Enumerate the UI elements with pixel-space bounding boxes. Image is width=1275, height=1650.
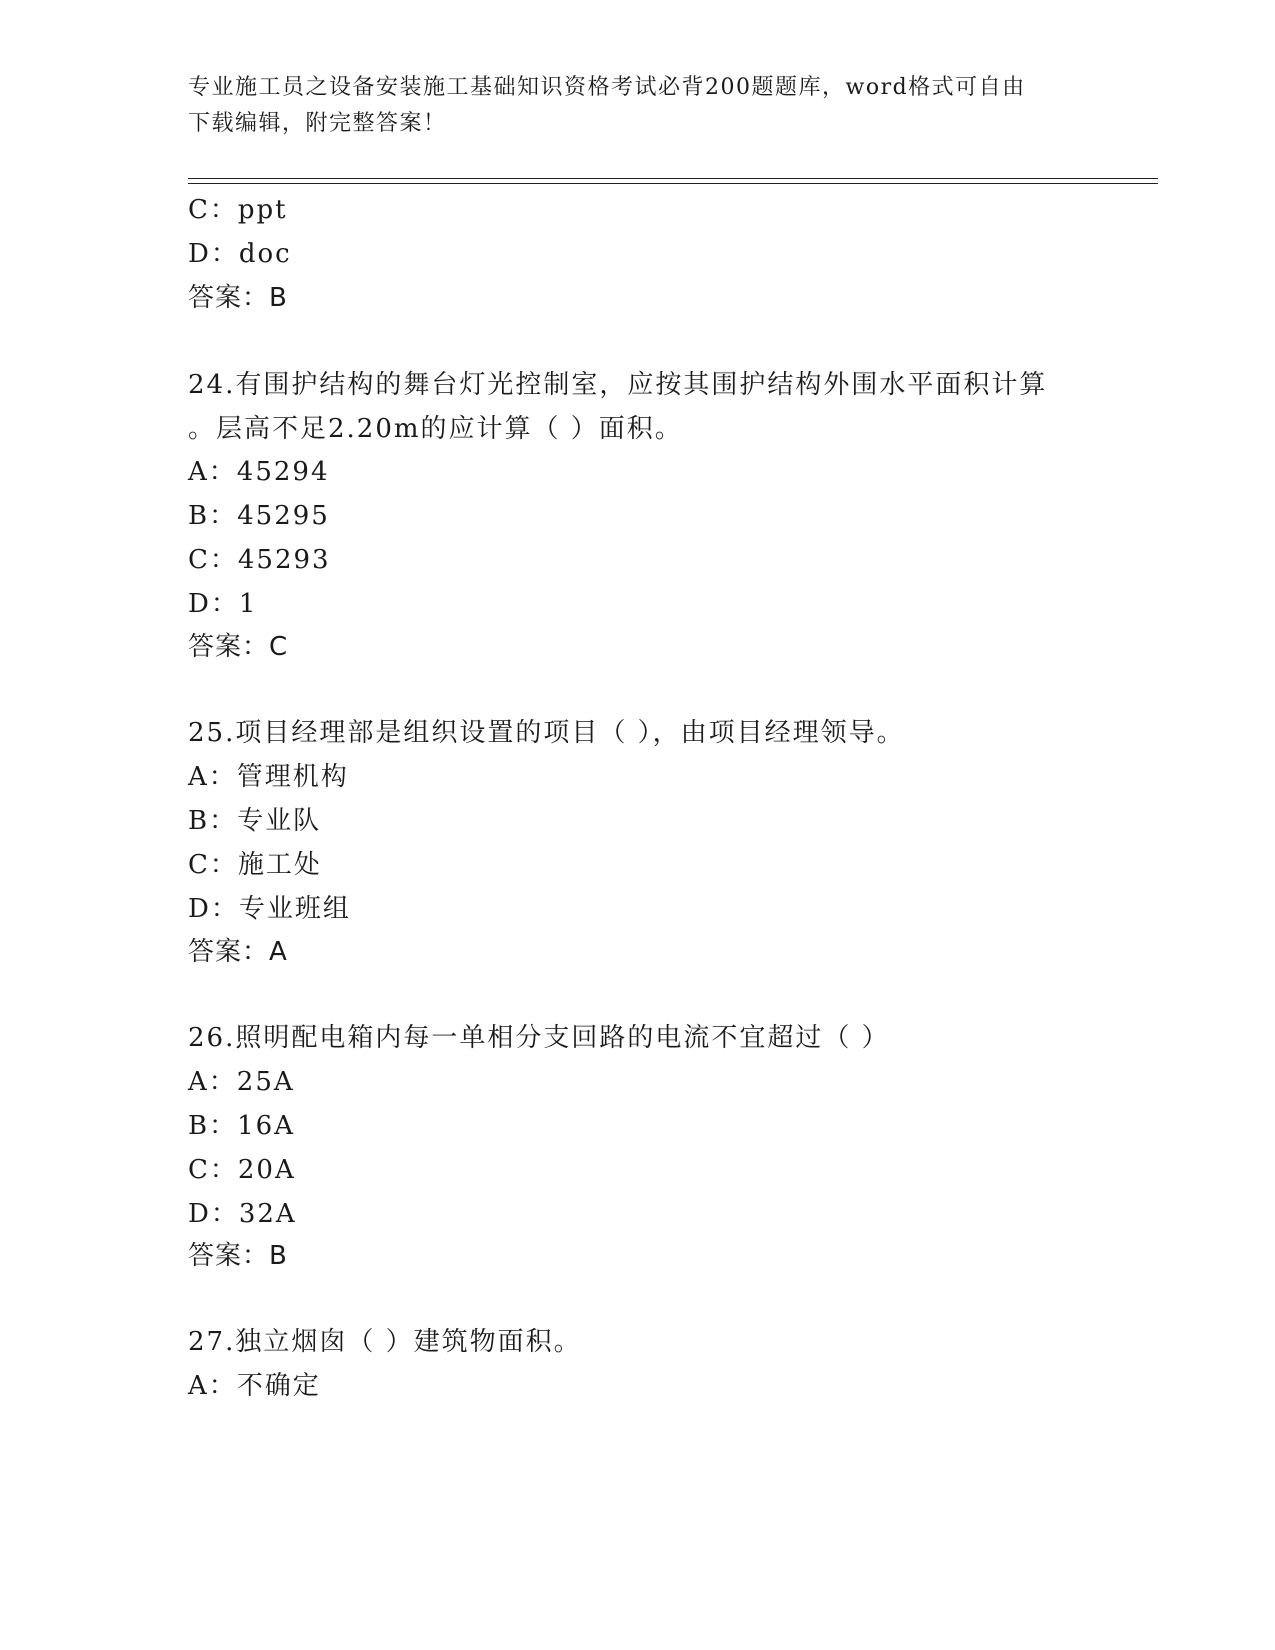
question-27-option-a: A：不确定 <box>188 1371 321 1401</box>
header-line-2: 下载编辑，附完整答案！ <box>188 111 447 136</box>
question-27-stem: 27.独立烟囱（ ）建筑物面积。 <box>188 1327 582 1357</box>
question-26-option-d: D：32A <box>188 1199 297 1229</box>
question-26-option-b: B：16A <box>188 1111 295 1141</box>
question-24-option-d: D：1 <box>188 589 258 619</box>
question-26-option-c: C：20A <box>188 1155 296 1185</box>
answer-line: 答案：B <box>188 283 288 313</box>
question-24-stem-line-2: 。层高不足2.20m的应计算（ ）面积。 <box>188 414 683 444</box>
question-26-option-a: A：25A <box>188 1067 295 1097</box>
question-24-answer: 答案：C <box>188 632 289 662</box>
question-24-stem-line-1: 24.有围护结构的舞台灯光控制室，应按其围护结构外围水平面积计算 <box>188 370 1048 400</box>
question-26-stem: 26.照明配电箱内每一单相分支回路的电流不宜超过（ ） <box>188 1023 890 1053</box>
question-25-option-a: A：管理机构 <box>188 762 349 792</box>
question-25-option-c: C：施工处 <box>188 850 322 880</box>
question-24-option-c: C：45293 <box>188 545 331 575</box>
document-header <box>188 70 1088 142</box>
header-line-1: 专业施工员之设备安装施工基础知识资格考试必背200题题库，word格式可自由 <box>188 75 1026 100</box>
question-24-option-a: A：45294 <box>188 457 330 487</box>
question-25-answer: 答案：A <box>188 937 288 967</box>
option-c: C：ppt <box>188 195 288 225</box>
question-26-answer: 答案：B <box>188 1241 288 1271</box>
question-24-option-b: B：45295 <box>188 501 330 531</box>
header-rule-top <box>188 178 1158 179</box>
question-25-option-d: D：专业班组 <box>188 894 351 924</box>
option-d: D：doc <box>188 239 292 269</box>
header-rule-bottom <box>188 183 1158 184</box>
question-25-option-b: B：专业队 <box>188 806 322 836</box>
question-25-stem: 25.项目经理部是组织设置的项目（ ），由项目经理领导。 <box>188 718 905 748</box>
